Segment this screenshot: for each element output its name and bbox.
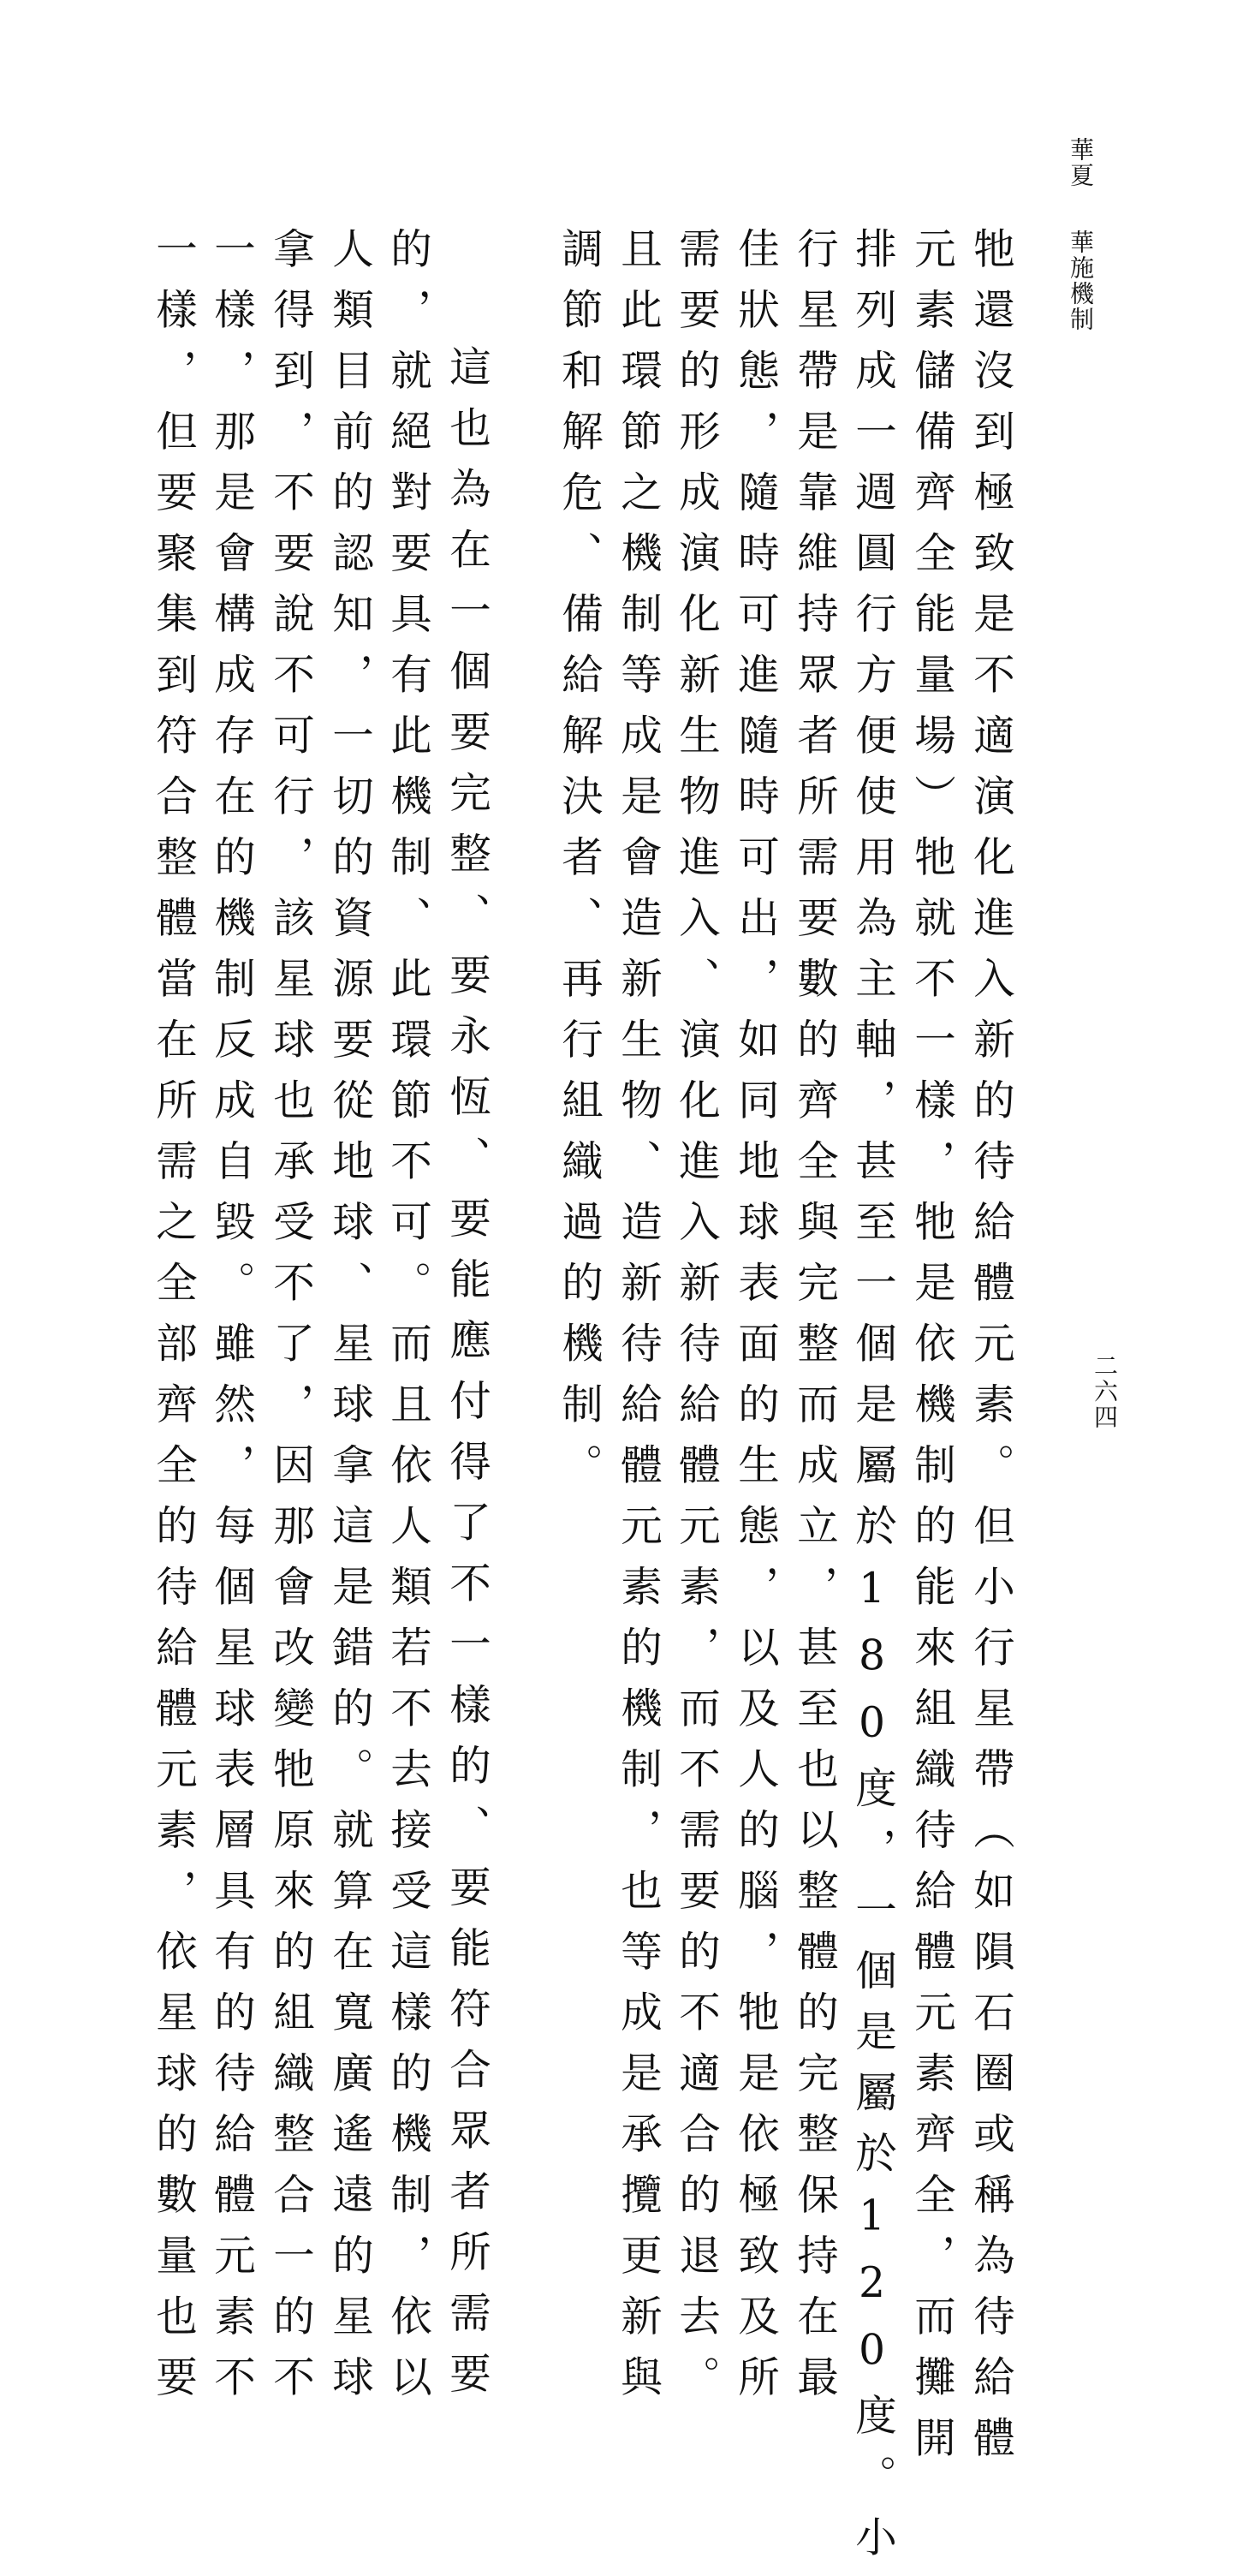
running-header-book-title: 華夏 <box>1067 137 1095 188</box>
text-column-2: 元素儲備齊全能量場︶牠就不一樣，牠是依機制的能來組織待給體元素齊全，而攤開 <box>907 227 955 2477</box>
text-column-5: 佳狀態，隨時可進隨時可出，如同地球表面的生態，以及人的腦，牠是依極致及所 <box>730 227 779 2416</box>
text-column-7: 且此環節之機制等成是會造新生物、造新待給體元素的機制，也等成是承攬更新與 <box>613 227 662 2416</box>
text-column-12: 拿得到，不要說不可行，該星球也承受不了，因那會改變牠原來的組織整合一的不 <box>265 227 314 2416</box>
running-header-chapter-title: 華施機制 <box>1067 230 1095 332</box>
text-column-10: 的，就絕對要具有此機制、此環節不可。而且依人類若不去接受這樣的機制，依以 <box>383 227 431 2416</box>
page-number: 二六四 <box>1091 1353 1119 1430</box>
text-column-13: 一樣，那是會構成存在的機制反成自毀。雖然，每個星球表層具有的待給體元素不 <box>206 227 255 2416</box>
text-column-14: 一樣，但要聚集到符合整體當在所需之全部齊全的待給體元素，依星球的數量也要 <box>148 227 197 2416</box>
text-column-11: 人類目前的認知，一切的資源要從地球、星球拿這是錯的。就算在寬廣遙遠的星球 <box>324 227 373 2416</box>
text-column-8: 調節和解危、備給解決者、再行組織過的機制。 <box>554 227 603 1504</box>
text-column-1: 牠還沒到極致是不適演化進入新的待給體元素。但小行星帶︵如隕石圈或稱為待給體 <box>966 227 1014 2477</box>
text-column-9: 這也為在一個要完整、要永恆、要能應付得了不一樣的、要能符合眾者所需要 <box>442 345 491 2412</box>
text-column-4: 行星帶是靠維持眾者所需要數的齊全與完整而成立，甚至也以整體的完整保持在最 <box>789 227 838 2416</box>
text-column-3: 排列成一週圓行方便使用為主軸，甚至一個是屬於180度，一個是屬於120度。小 <box>848 227 896 2576</box>
text-column-6: 需要的形成演化新生物進入、演化進入新待給體元素，而不需要的不適合的退去。 <box>671 227 720 2416</box>
